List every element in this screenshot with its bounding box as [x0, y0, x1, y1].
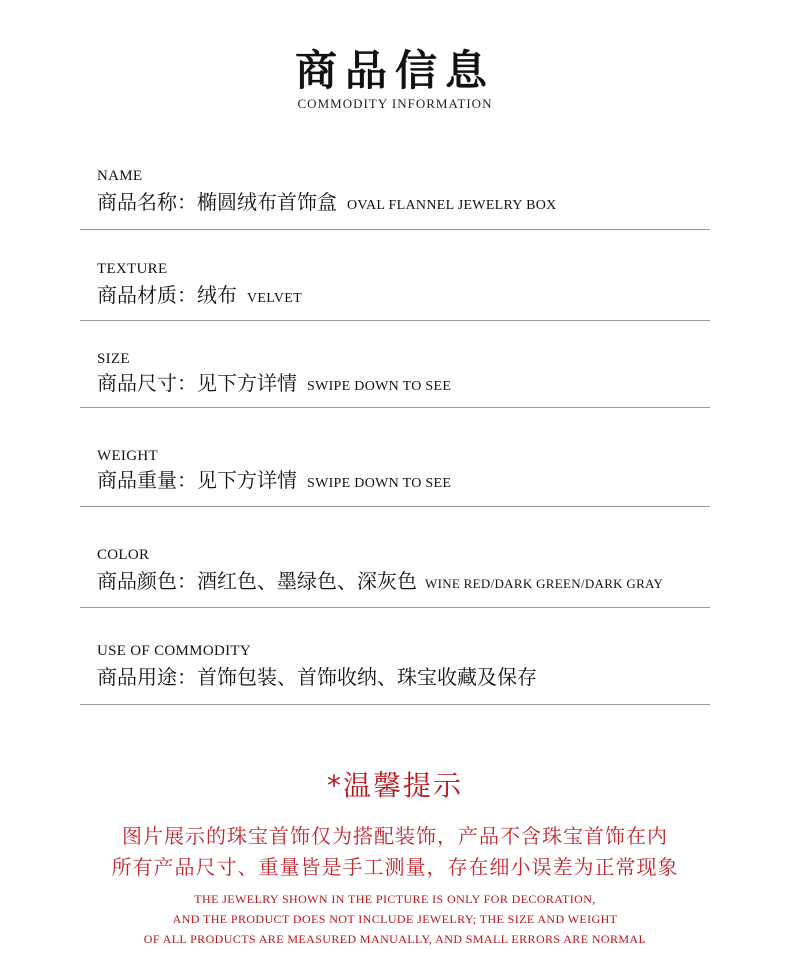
row-key: 商品尺寸：	[97, 371, 197, 395]
notice-line-en: THE JEWELRY SHOWN IN THE PICTURE IS ONLY FOR DECORATION,	[194, 892, 596, 906]
row-content	[97, 279, 302, 308]
row-label-en: SIZE	[97, 351, 130, 367]
row-value-en: VELVET	[247, 291, 302, 306]
notice-line-zh: 图片展示的珠宝首饰仅为搭配装饰，产品不含珠宝首饰在内	[122, 824, 668, 848]
row-divider	[80, 320, 710, 321]
row-value-en: WINE RED/DARK GREEN/DARK GRAY	[425, 576, 664, 591]
page-subtitle: COMMODITY INFORMATION	[297, 96, 493, 111]
row-value: 椭圆绒布首饰盒	[197, 190, 337, 214]
row-key: 商品材质：	[97, 283, 197, 307]
notice-title: *温馨提示	[326, 769, 463, 802]
notice-line-zh: 所有产品尺寸、重量皆是手工测量，存在细小误差为正常现象	[111, 855, 679, 879]
row-value: 酒红色、墨绿色、深灰色	[197, 569, 417, 593]
row-divider	[80, 506, 710, 507]
row-content	[97, 367, 451, 396]
row-value-en: SWIPE DOWN TO SEE	[307, 476, 452, 491]
row-content	[97, 186, 557, 215]
row-label-en: NAME	[97, 168, 143, 184]
notice-line-en: AND THE PRODUCT DOES NOT INCLUDE JEWELRY; THE SIZE AND WEIGHT	[172, 912, 618, 926]
row-value: 见下方详情	[197, 371, 297, 395]
row-value-en: OVAL FLANNEL JEWELRY BOX	[347, 198, 557, 213]
row-label-en: COLOR	[97, 547, 150, 563]
row-label-en: WEIGHT	[97, 448, 158, 464]
row-value: 见下方详情	[197, 468, 297, 492]
row-label-en: USE OF COMMODITY	[97, 643, 251, 659]
row-key: 商品颜色：	[97, 569, 197, 593]
row-key: 商品重量：	[97, 468, 197, 492]
row-value-en: SWIPE DOWN TO SEE	[307, 379, 452, 394]
page-title: 商品信息	[294, 46, 495, 95]
row-content	[97, 565, 663, 594]
row-label-en: TEXTURE	[97, 261, 168, 277]
row-content	[97, 661, 547, 690]
row-value: 绒布	[197, 283, 237, 307]
row-key: 商品用途：	[97, 665, 197, 689]
row-divider	[80, 407, 710, 408]
row-value: 首饰包装、首饰收纳、珠宝收藏及保存	[197, 665, 537, 689]
notice-line-en: OF ALL PRODUCTS ARE MEASURED MANUALLY, AND SMALL ERRORS ARE NORMAL	[143, 932, 647, 946]
row-content	[97, 464, 451, 493]
row-divider	[80, 704, 710, 705]
row-divider	[80, 607, 710, 608]
row-key: 商品名称：	[97, 190, 197, 214]
row-divider	[80, 229, 710, 230]
